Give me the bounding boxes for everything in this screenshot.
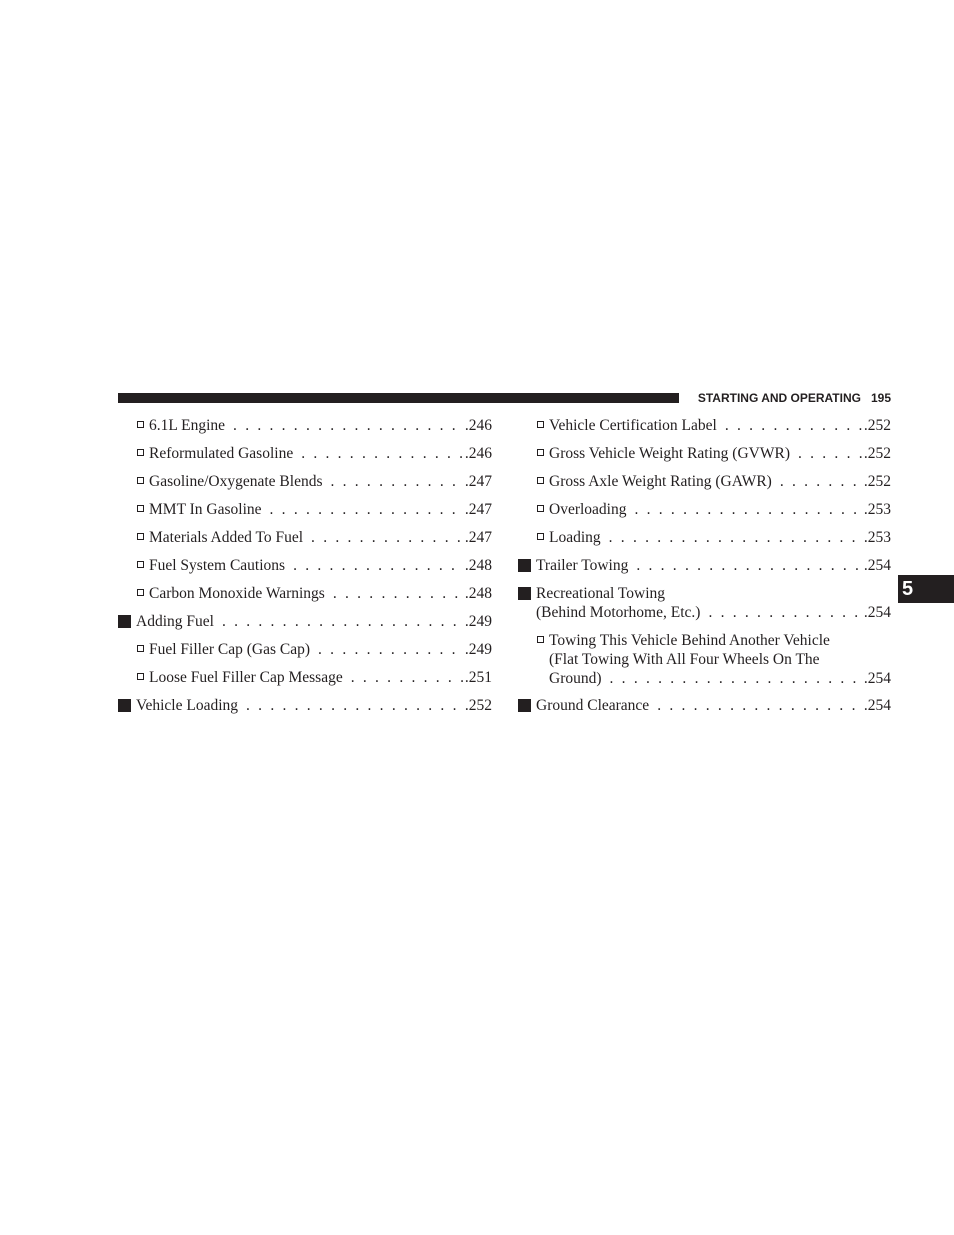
toc-right-column [518, 416, 891, 724]
toc-entry-row [149, 416, 492, 435]
filled-square-bullet-icon [518, 559, 531, 572]
toc-entry-row [149, 556, 492, 575]
toc-entry-row [149, 528, 492, 547]
hollow-square-bullet-icon [537, 449, 544, 456]
toc-entry-label: Reformulated Gasoline [149, 445, 294, 462]
dot-leader [798, 444, 863, 463]
toc-entry-label: Loose Fuel Filler Cap Message [149, 669, 343, 686]
toc-entry-content [136, 696, 492, 715]
toc-entry-label: Fuel System Cautions [149, 557, 286, 574]
toc-entry-content [536, 500, 891, 519]
toc-entry-page: .252 [863, 473, 891, 490]
toc-entry-page: .253 [863, 529, 891, 546]
hollow-square-bullet-icon [137, 505, 144, 512]
toc-entry-row [149, 444, 492, 463]
hollow-square-bullet-icon [137, 589, 144, 596]
dot-leader [270, 500, 464, 519]
toc-entry[interactable] [518, 584, 891, 631]
toc-entry[interactable] [118, 500, 492, 528]
toc-entry[interactable] [118, 444, 492, 472]
running-header [698, 391, 891, 405]
toc-entry-content [136, 668, 492, 687]
toc-entry-row [549, 416, 891, 435]
toc-entry[interactable] [118, 696, 492, 724]
toc-entry-content [136, 444, 492, 463]
dot-leader [311, 528, 464, 547]
toc-entry[interactable] [518, 528, 891, 556]
toc-entry-row [549, 528, 891, 547]
hollow-square-bullet-icon [137, 673, 144, 680]
dot-leader [636, 556, 863, 575]
toc-entry-line: Towing This Vehicle Behind Another Vehicle [549, 632, 830, 649]
toc-entry-page: .249 [464, 613, 492, 630]
dot-leader [610, 669, 863, 688]
toc-entry[interactable] [518, 416, 891, 444]
toc-entry-content [136, 612, 492, 631]
dot-leader [708, 603, 862, 622]
filled-square-bullet-icon [118, 615, 131, 628]
hollow-square-bullet-icon [137, 449, 144, 456]
toc-entry-row [549, 472, 891, 491]
toc-entry-row [149, 472, 492, 491]
toc-entry-content [536, 444, 891, 463]
page-number: 195 [870, 391, 891, 405]
toc-entry[interactable] [118, 472, 492, 500]
dot-leader [233, 416, 464, 435]
toc-entry-page: .254 [863, 604, 891, 621]
toc-entry-content [536, 416, 891, 435]
dot-leader [634, 500, 862, 519]
toc-entry[interactable] [518, 631, 891, 696]
toc-entry-row [149, 584, 492, 603]
chapter-tab: 5 [898, 575, 954, 603]
toc-entry-row [549, 444, 891, 463]
toc-entry-label: MMT In Gasoline [149, 501, 262, 518]
toc-entry-content [536, 528, 891, 547]
dot-leader [293, 556, 464, 575]
toc-entry-page: .248 [464, 557, 492, 574]
hollow-square-bullet-icon [137, 477, 144, 484]
toc-entry[interactable] [118, 416, 492, 444]
dot-leader [301, 444, 464, 463]
toc-entry-label: Adding Fuel [136, 613, 214, 630]
filled-square-bullet-icon [118, 699, 131, 712]
dot-leader [246, 696, 464, 715]
dot-leader [333, 584, 464, 603]
toc-entry[interactable] [518, 500, 891, 528]
toc-entry[interactable] [118, 556, 492, 584]
filled-square-bullet-icon [518, 587, 531, 600]
toc-entry-page: .252 [863, 445, 891, 462]
toc-entry-page: .246 [464, 445, 492, 462]
toc-entry-row [549, 669, 891, 688]
toc-entry-content [136, 584, 492, 603]
toc-entry-content [536, 631, 891, 688]
toc-entry-page: .246 [464, 417, 492, 434]
toc-entry-label: Vehicle Loading [136, 697, 239, 714]
toc-entry-label: Materials Added To Fuel [149, 529, 304, 546]
toc-entry[interactable] [118, 584, 492, 612]
filled-square-bullet-icon [518, 699, 531, 712]
toc-entry[interactable] [118, 640, 492, 668]
toc-entry-row [149, 500, 492, 519]
toc-entry-content [136, 640, 492, 659]
toc-entry-label: Ground Clearance [536, 697, 650, 714]
toc-entry[interactable] [518, 556, 891, 584]
toc-entry-row [149, 640, 492, 659]
toc-entry-page: .254 [863, 697, 891, 714]
toc-entry-row [536, 556, 891, 575]
dot-leader [780, 472, 863, 491]
header-rule [118, 393, 679, 403]
dot-leader [318, 640, 464, 659]
toc-entry-content [136, 472, 492, 491]
toc-entry[interactable] [518, 696, 891, 724]
toc-entry-content [536, 696, 891, 715]
toc-entry-row [536, 696, 891, 715]
dot-leader [657, 696, 863, 715]
dot-leader [351, 668, 464, 687]
toc-entry-row [136, 696, 492, 715]
toc-entry-label: Gross Vehicle Weight Rating (GVWR) [549, 445, 790, 462]
hollow-square-bullet-icon [537, 421, 544, 428]
toc-entry-content [136, 556, 492, 575]
toc-entry-label: Loading [549, 529, 601, 546]
toc-entry-content [136, 500, 492, 519]
hollow-square-bullet-icon [137, 533, 144, 540]
toc-entry-row [149, 668, 492, 687]
hollow-square-bullet-icon [537, 533, 544, 540]
toc-entry-label: Gross Axle Weight Rating (GAWR) [549, 473, 772, 490]
toc-entry-content [536, 584, 891, 622]
toc-entry-row [136, 612, 492, 631]
toc-entry-content [136, 416, 492, 435]
toc-entry-page: .254 [863, 670, 891, 687]
toc-entry-page: .252 [863, 417, 891, 434]
toc-entry-page: .251 [464, 669, 492, 686]
toc-entry[interactable] [118, 668, 492, 696]
toc-entry-page: .248 [464, 585, 492, 602]
toc-entry-label: 6.1L Engine [149, 417, 226, 434]
toc-entry-page: .247 [464, 529, 492, 546]
toc-entry-label: Trailer Towing [536, 557, 629, 574]
toc-entry[interactable] [118, 528, 492, 556]
toc-entry[interactable] [518, 472, 891, 500]
dot-leader [725, 416, 863, 435]
toc-entry[interactable] [518, 444, 891, 472]
toc-entry-label: Carbon Monoxide Warnings [149, 585, 325, 602]
hollow-square-bullet-icon [537, 505, 544, 512]
toc-entry-row [549, 500, 891, 519]
dot-leader [222, 612, 464, 631]
toc-left-column [118, 416, 492, 724]
hollow-square-bullet-icon [537, 636, 544, 643]
toc-entry-page: .249 [464, 641, 492, 658]
toc-entry-page: .252 [464, 697, 492, 714]
dot-leader [330, 472, 463, 491]
toc-entry-page: .247 [464, 473, 492, 490]
toc-entry-page: .247 [464, 501, 492, 518]
toc-entry-page: .253 [863, 501, 891, 518]
toc-entry[interactable] [118, 612, 492, 640]
toc-entry-label: (Behind Motorhome, Etc.) [536, 604, 701, 621]
toc-entry-line: (Flat Towing With All Four Wheels On The [549, 651, 820, 668]
toc-entry-content [136, 528, 492, 547]
section-title: STARTING AND OPERATING [697, 391, 861, 405]
toc-entry-label: Vehicle Certification Label [549, 417, 717, 434]
toc-entry-label: Ground) [549, 670, 602, 687]
hollow-square-bullet-icon [537, 477, 544, 484]
toc-entry-content [536, 556, 891, 575]
hollow-square-bullet-icon [137, 561, 144, 568]
toc-entry-label: Overloading [549, 501, 627, 518]
toc-entry-line: Recreational Towing [536, 585, 666, 602]
dot-leader [609, 528, 863, 547]
toc-entry-row [536, 603, 891, 622]
toc-entry-label: Gasoline/Oxygenate Blends [149, 473, 323, 490]
toc-entry-content [536, 472, 891, 491]
toc-entry-page: .254 [863, 557, 891, 574]
hollow-square-bullet-icon [137, 421, 144, 428]
hollow-square-bullet-icon [137, 645, 144, 652]
toc-entry-label: Fuel Filler Cap (Gas Cap) [149, 641, 311, 658]
